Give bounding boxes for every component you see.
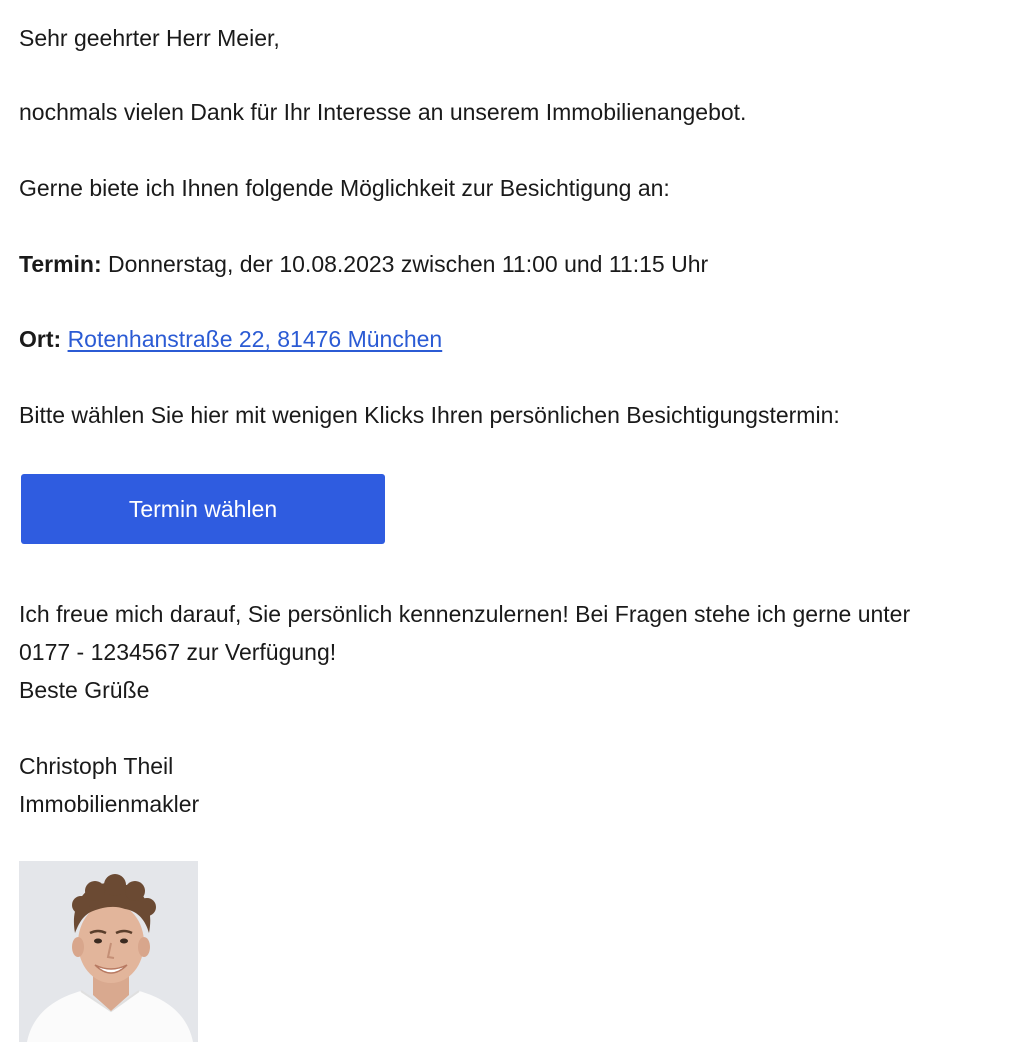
- appointment-label: Termin:: [19, 251, 102, 277]
- sender-name: Christoph Theil: [19, 753, 174, 779]
- appointment-value: Donnerstag, der 10.08.2023 zwischen 11:00 und 11:15 Uhr: [101, 251, 709, 277]
- offer-text: Gerne biete ich Ihnen folgende Möglichkeit zur Besichtigung an:: [19, 175, 670, 201]
- location-line: [19, 320, 442, 358]
- sender-avatar: [19, 861, 198, 1042]
- choose-prompt: Bitte wählen Sie hier mit wenigen Klicks Ihren persönlichen Besichtigungstermin:: [19, 402, 840, 428]
- sender-title: Immobilienmakler: [19, 791, 200, 817]
- location-link[interactable]: Rotenhanstraße 22, 81476 München: [67, 326, 443, 352]
- appointment-line: [19, 245, 708, 283]
- intro-text: nochmals vielen Dank für Ihr Interesse an unserem Immobilienangebot.: [19, 99, 747, 125]
- regards: Beste Grüße: [19, 677, 150, 703]
- choose-appointment-button[interactable]: Termin wählen: [21, 474, 385, 544]
- greeting: Sehr geehrter Herr Meier,: [19, 25, 280, 51]
- location-label: Ort:: [19, 326, 62, 352]
- avatar-photo: [19, 861, 198, 1042]
- closing-line-1: Ich freue mich darauf, Sie persönlich kennenzulernen! Bei Fragen stehe ich gerne unter: [19, 601, 911, 627]
- closing-line-2: 0177 - 1234567 zur Verfügung!: [19, 639, 337, 665]
